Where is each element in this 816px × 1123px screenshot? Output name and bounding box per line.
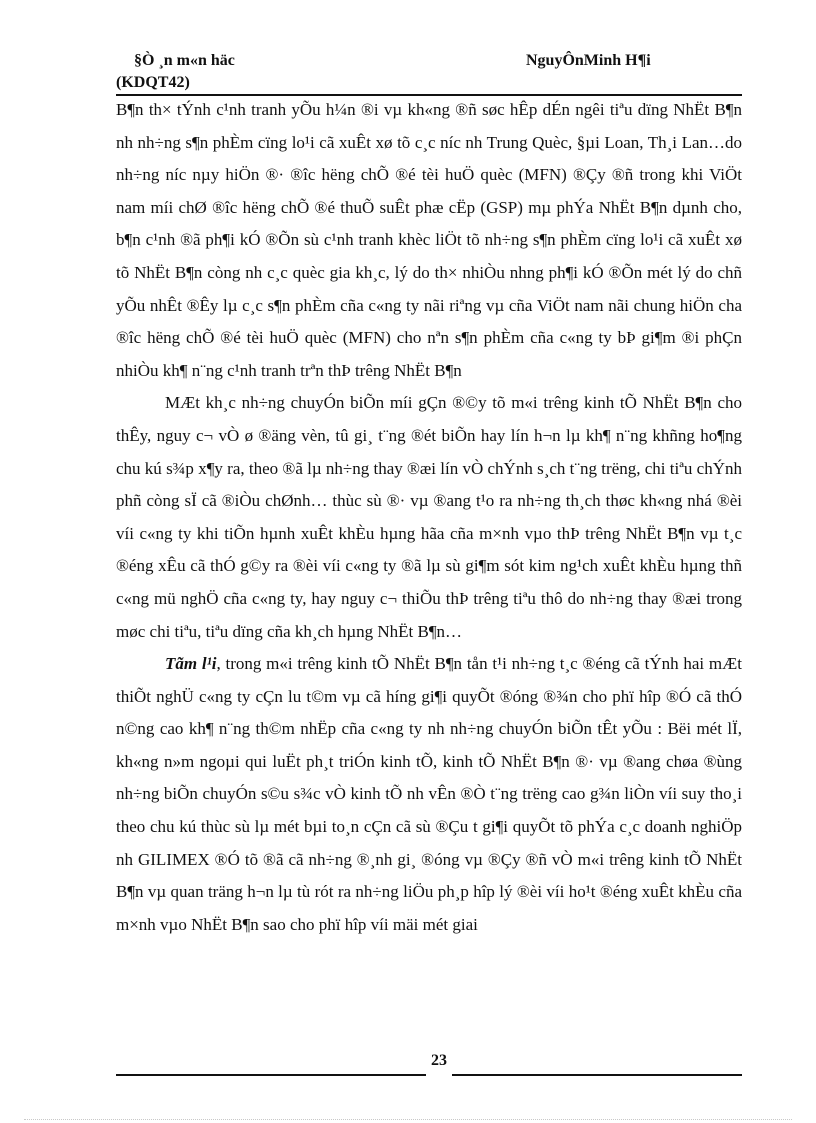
paragraph-lead-phrase: Tãm l¹i [165, 654, 217, 674]
paragraph-continued [116, 94, 742, 387]
paragraph-text: MÆt kh¸c nh÷ng chuyÓn biÕn míi gÇn ®©y tõ m«i trêng kinh tÕ NhËt B¶n cho thÊy, nguy c¬ vÒ ø ®äng vèn, tû gi¸ t¨ng ®ét biÕn hay lín h¬n lµ kh¶ n¨ng khñng ho¶ng chu kú s¾p x¶y ra, theo ®ã lµ nh÷ng thay ®æi lín vÒ chÝnh s¸ch t¨ng trëng, chi tiªu chÝnh phñ còng sÏ cã ®iÒu chØnh… thùc sù ®· vµ ®ang t¹o ra nh÷ng th¸ch thøc kh«ng nhá ®èi víi c«ng ty khi tiÕn hµnh xuÊt khÈu hµng hãa cña m×nh vµo thÞ trêng NhËt B¶n vµ t¸c ®éng xÊu cã thÓ g©y ra ®èi víi c«ng ty ®ã lµ sù gi¶m sót kim ng¹ch xuÊt khÈu hµng thñ c«ng mü nghÖ cña c«ng ty, hay nguy c¬ thiÕu thÞ trêng tiªu thô do nh÷ng thay ®æi trong møc chi tiªu, tiªu dïng cña kh¸ch hµng NhËt B¶n… [116, 393, 742, 641]
paragraph-text: B¶n th× tÝnh c¹nh tranh yÕu h¼n ®i vµ kh«ng ®ñ søc hÊp dÉn ngêi tiªu dïng NhËt B¶n nh nh÷ng s¶n phÈm cïng lo¹i cã xuÊt xø tõ c¸c níc nh Trung Quèc, §µi Loan, Th¸i Lan…do nh÷ng níc nµy hiÖn ®· ®îc hëng chÕ ®é tèi huÖ quèc (MFN) ®Çy ®ñ trong khi ViÖt nam míi chØ ®îc hëng chÕ ®é thuÕ suÊt phæ cËp (GSP) mµ phÝa NhËt B¶n dµnh cho, b¶n c¹nh ®ã ph¶i kÓ ®Õn sù c¹nh tranh khèc liÖt tõ nh÷ng s¶n phÈm cïng lo¹i cã xuÊt xø tõ NhËt B¶n còng nh c¸c quèc gia kh¸c, lý do th× nhiÒu nhng ph¶i kÓ ®Õn mét lý do chñ yÕu nhÊt ®Êy lµ c¸c s¶n phÈm cña c«ng ty nãi riªng vµ cña ViÖt nam nãi chung hiÖn cha ®îc hëng chÕ ®é tèi huÖ quèc (MFN) cho nªn s¶n phÈm cña c«ng ty bÞ gi¶m ®i phÇn nhiÒu kh¶ n¨ng c¹nh tranh trªn thÞ trêng NhËt B¶n [116, 100, 742, 380]
document-body [116, 94, 742, 941]
page-number: 23 [431, 1052, 447, 1069]
header-course-title: §Ò ¸n m«n häc [134, 52, 235, 69]
page-edge-divider [24, 1119, 792, 1120]
footer-rule-left [116, 1074, 426, 1076]
header-author: NguyÔnMinh H¶i [526, 52, 651, 69]
paragraph-text: , trong m«i trêng kinh tÕ NhËt B¶n tån t¹i nh÷ng t¸c ®éng cã tÝnh hai mÆt thiÕt nghÜ c«ng ty cÇn lu t©m vµ cã híng gi¶i quyÕt ®óng ®¾n cho phï hîp ®Ó cã thÓ n©ng cao kh¶ n¨ng th©m nhËp cña c«ng ty nh nh÷ng chuyÓn biÕn tÊt yÕu : Bëi mét lÏ, kh«ng n»m ngoµi qui luËt ph¸t triÓn kinh tÕ, kinh tÕ NhËt B¶n ®· vµ ®ang chøa ®ùng nh÷ng biÕn chuyÓn s©u s¾c vÒ kinh tÕ nh vÊn ®Ò t¨ng trëng cao g¾n liÒn víi suy tho¸i theo chu kú thùc sù lµ mét bµi to¸n cÇn cã sù ®Çu t gi¶i quyÕt tõ phÝa c¸c doanh nghiÖp nh GILIMEX ®Ó tõ ®ã cã nh÷ng ®¸nh gi¸ ®óng vµ ®Çy ®ñ vÒ m«i trêng kinh tÕ NhËt B¶n vµ quan träng h¬n lµ tù rót ra nh÷ng liÖu ph¸p hîp lý ®èi víi ho¹t ®éng xuÊt khÈu cña m×nh vµo NhËt B¶n sao cho phï hîp víi mäi mét giai [116, 654, 742, 934]
page-footer [116, 1050, 742, 1076]
footer-rule-right [452, 1074, 742, 1076]
page-header [116, 50, 742, 96]
paragraph-summary [116, 648, 742, 941]
header-course-code: (KDQT42) [116, 74, 190, 91]
paragraph [116, 387, 742, 648]
header-course-info [116, 50, 235, 94]
